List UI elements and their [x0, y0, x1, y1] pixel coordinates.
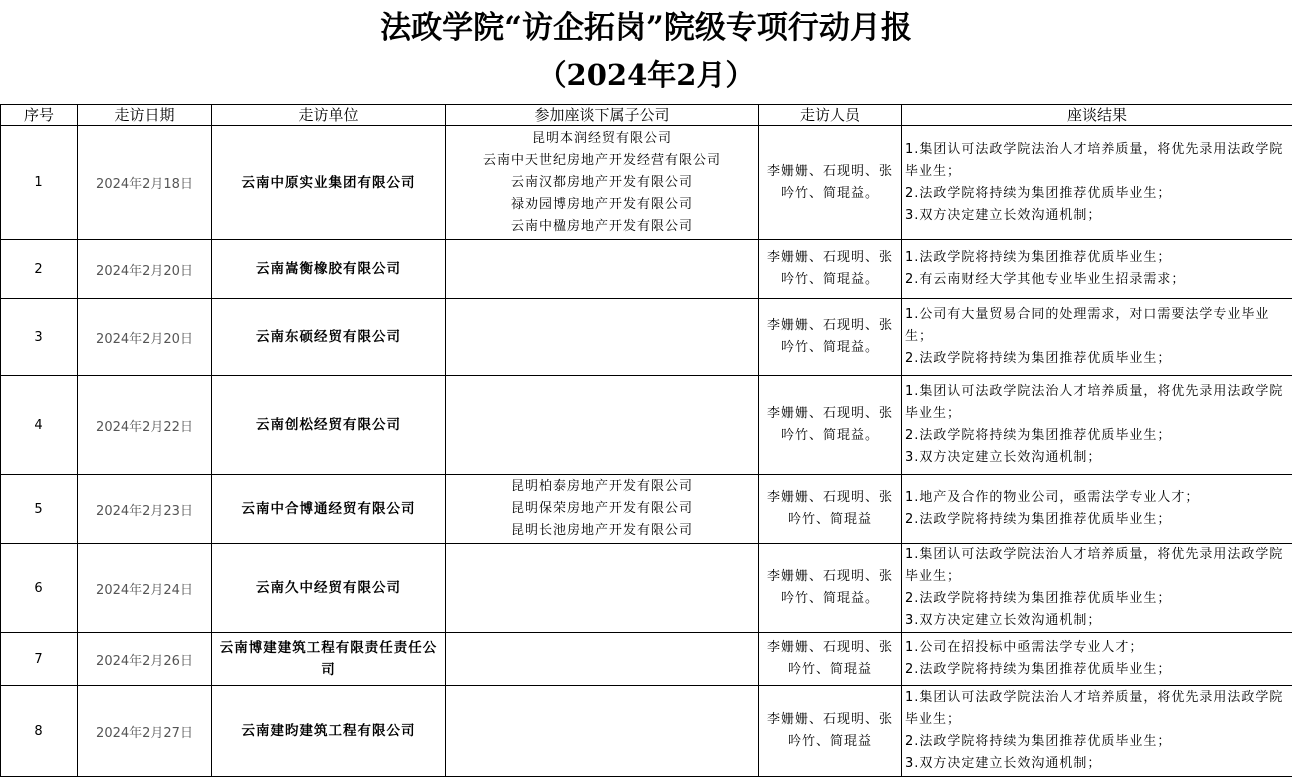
- row-index: 5: [1, 475, 78, 544]
- subsidiaries-cell: [446, 544, 759, 633]
- subsidiary-name: 云南中天世纪房地产开发经营有限公司: [446, 150, 758, 172]
- subsidiary-name: 昆明长池房地产开发有限公司: [446, 520, 758, 542]
- visit-date: 2024年2月23日: [78, 475, 212, 544]
- results-cell: [902, 544, 1292, 633]
- visit-date: 2024年2月24日: [78, 544, 212, 633]
- visit-unit: 云南中合博通经贸有限公司: [212, 475, 446, 544]
- result-item: 2.法政学院将持续为集团推荐优质毕业生；: [905, 425, 1289, 447]
- visitors: 李姗姗、石现明、张吟竹、简琨益。: [759, 544, 902, 633]
- results-cell: [902, 299, 1292, 376]
- result-item: 2.有云南财经大学其他专业毕业生招录需求；: [905, 269, 1289, 291]
- visit-date: 2024年2月27日: [78, 686, 212, 777]
- result-item: 3.双方决定建立长效沟通机制；: [905, 205, 1289, 227]
- table-row: [1, 686, 1292, 777]
- result-item: 2.法政学院将持续为集团推荐优质毕业生；: [905, 509, 1289, 531]
- row-index: 3: [1, 299, 78, 376]
- report-subtitle: （2024年2月）: [0, 54, 1292, 96]
- row-index: 7: [1, 633, 78, 686]
- report-title: 法政学院“访企拓岗”院级专项行动月报: [0, 6, 1292, 50]
- subsidiary-name: 云南中楹房地产开发有限公司: [446, 216, 758, 238]
- table-row: [1, 126, 1292, 240]
- visitors: 李姗姗、石现明、张吟竹、简琨益: [759, 633, 902, 686]
- visit-date: 2024年2月26日: [78, 633, 212, 686]
- table-row: [1, 240, 1292, 299]
- table-body: [1, 126, 1292, 777]
- subsidiary-name: 云南汉都房地产开发有限公司: [446, 172, 758, 194]
- results-cell: [902, 633, 1292, 686]
- result-item: 2.法政学院将持续为集团推荐优质毕业生；: [905, 183, 1289, 205]
- visit-unit: 云南东硕经贸有限公司: [212, 299, 446, 376]
- header-visit-date: 走访日期: [78, 105, 212, 126]
- result-item: 2.法政学院将持续为集团推荐优质毕业生；: [905, 731, 1289, 753]
- row-index: 4: [1, 376, 78, 475]
- visit-unit: 云南创松经贸有限公司: [212, 376, 446, 475]
- results-cell: [902, 376, 1292, 475]
- row-index: 6: [1, 544, 78, 633]
- row-index: 1: [1, 126, 78, 240]
- results-cell: [902, 686, 1292, 777]
- results-cell: [902, 240, 1292, 299]
- subsidiary-name: 昆明柏泰房地产开发有限公司: [446, 476, 758, 498]
- visit-unit: 云南嵩衡橡胶有限公司: [212, 240, 446, 299]
- table-row: [1, 544, 1292, 633]
- result-item: 1.集团认可法政学院法治人才培养质量，将优先录用法政学院毕业生；: [905, 544, 1289, 588]
- result-item: 3.双方决定建立长效沟通机制；: [905, 753, 1289, 775]
- visit-report-table: [0, 104, 1292, 777]
- header-subsidiaries: 参加座谈下属子公司: [446, 105, 759, 126]
- results-cell: [902, 475, 1292, 544]
- results-cell: [902, 126, 1292, 240]
- result-item: 1.地产及合作的物业公司，亟需法学专业人才；: [905, 487, 1289, 509]
- visitors: 李姗姗、石现明、张吟竹、简琨益: [759, 475, 902, 544]
- header-visit-unit: 走访单位: [212, 105, 446, 126]
- subsidiaries-cell: [446, 376, 759, 475]
- row-index: 2: [1, 240, 78, 299]
- result-item: 1.公司有大量贸易合同的处理需求，对口需要法学专业毕业生；: [905, 304, 1289, 348]
- header-results: 座谈结果: [902, 105, 1292, 126]
- result-item: 2.法政学院将持续为集团推荐优质毕业生；: [905, 588, 1289, 610]
- visit-unit: 云南久中经贸有限公司: [212, 544, 446, 633]
- table-row: [1, 475, 1292, 544]
- subsidiaries-cell: [446, 475, 759, 544]
- subsidiaries-cell: [446, 686, 759, 777]
- table-row: [1, 376, 1292, 475]
- visitors: 李姗姗、石现明、张吟竹、简琨益: [759, 686, 902, 777]
- visit-date: 2024年2月20日: [78, 240, 212, 299]
- table-header-row: [1, 105, 1292, 126]
- result-item: 1.公司在招投标中亟需法学专业人才；: [905, 637, 1289, 659]
- subsidiary-name: 禄劝园博房地产开发有限公司: [446, 194, 758, 216]
- result-item: 1.集团认可法政学院法治人才培养质量，将优先录用法政学院毕业生；: [905, 139, 1289, 183]
- visitors: 李姗姗、石现明、张吟竹、简琨益。: [759, 126, 902, 240]
- subsidiaries-cell: [446, 126, 759, 240]
- subsidiaries-cell: [446, 633, 759, 686]
- header-visitors: 走访人员: [759, 105, 902, 126]
- visit-date: 2024年2月20日: [78, 299, 212, 376]
- result-item: 1.法政学院将持续为集团推荐优质毕业生；: [905, 247, 1289, 269]
- result-item: 2.法政学院将持续为集团推荐优质毕业生；: [905, 659, 1289, 681]
- subsidiary-name: 昆明本润经贸有限公司: [446, 128, 758, 150]
- visit-date: 2024年2月18日: [78, 126, 212, 240]
- visit-date: 2024年2月22日: [78, 376, 212, 475]
- visit-unit: 云南建昀建筑工程有限公司: [212, 686, 446, 777]
- table-row: [1, 299, 1292, 376]
- header-index: 序号: [1, 105, 78, 126]
- visitors: 李姗姗、石现明、张吟竹、简琨益。: [759, 240, 902, 299]
- row-index: 8: [1, 686, 78, 777]
- result-item: 1.集团认可法政学院法治人才培养质量，将优先录用法政学院毕业生；: [905, 687, 1289, 731]
- subsidiaries-cell: [446, 240, 759, 299]
- visit-unit: 云南中原实业集团有限公司: [212, 126, 446, 240]
- result-item: 1.集团认可法政学院法治人才培养质量，将优先录用法政学院毕业生；: [905, 381, 1289, 425]
- result-item: 2.法政学院将持续为集团推荐优质毕业生；: [905, 348, 1289, 370]
- subsidiary-name: 昆明保荣房地产开发有限公司: [446, 498, 758, 520]
- subsidiaries-cell: [446, 299, 759, 376]
- visitors: 李姗姗、石现明、张吟竹、简琨益。: [759, 299, 902, 376]
- result-item: 3.双方决定建立长效沟通机制；: [905, 610, 1289, 632]
- visitors: 李姗姗、石现明、张吟竹、简琨益。: [759, 376, 902, 475]
- result-item: 3.双方决定建立长效沟通机制；: [905, 447, 1289, 469]
- visit-unit: 云南博建建筑工程有限责任责任公司: [212, 633, 446, 686]
- table-row: [1, 633, 1292, 686]
